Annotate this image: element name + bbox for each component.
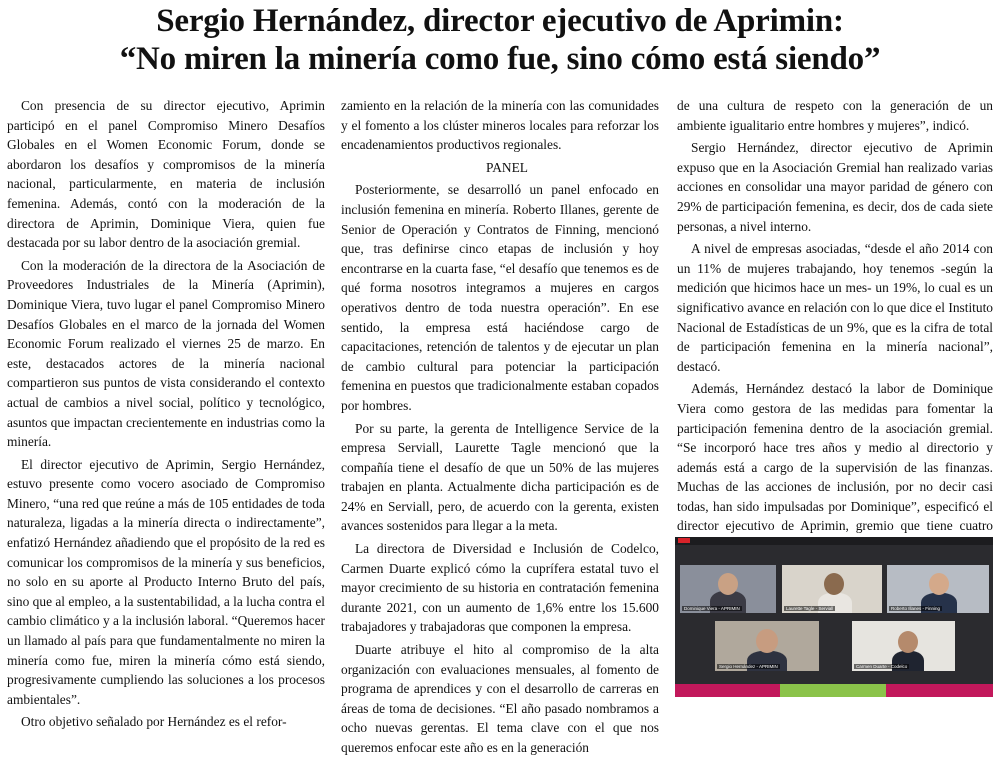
paragraph: Sergio Hernández, director ejecutivo de Aprimin expuso que en la Asociación Gremial han realizado varias acciones en consolidar una mayor paridad de género con 29% de participación femenina, es decir, dos de cada siete personas, a nivel interno. [677,140,993,234]
video-call-top-bar [675,537,993,545]
paragraph: Otro objetivo señalado por Hernández es el refor- [21,714,287,730]
headline-line-2: “No miren la minería como fue, sino cómo está siendo” [119,41,881,77]
paragraph: Por su parte, la gerenta de Intelligence Service de la empresa Serviall, Laurette Tagle mencionó que la compañía tiene el desafío de que un 50% de las mujeres trabajen en planta. Actualmente dicha participación es de 24% en Serviall, pero, de acuerdo con la gerenta, existen avances sostenidos para llegar a la meta. [341,420,659,534]
participant-name: Carmen Duarte - Codelco [856,664,908,669]
participant-tile [887,565,989,613]
paragraph: El director ejecutivo de Aprimin, Sergio Hernández, estuvo presente como vocero asociado de Compromiso Minero, “una red que reúne a más de 105 entidades de toda naturaleza, ligadas a la minería directa o indirectamente”, enfatizó Hernández añadiendo que el propósito de la red es comunicar los compromisos de la minería y sus beneficios, no solo en su aporte al Producto Interno Bruto del país, sino que al empleo, a la sustentabilidad, a la lucha contra el cambio climático y a la inclusión laboral. “Queremos hacer un llamado al país para que fundamentalmente no miren la minería como fue, miren la minería cómo está siendo, progresivamente cumpliendo las soluciones a los procesos ambientales”. [7,456,325,707]
video-call-photo [675,537,993,697]
participant-tile [782,565,882,613]
color-band [675,684,780,697]
paragraph: Con la moderación de la directora de la Asociación de Proveedores Industriales de la Minería (Aprimin), Dominique Viera, tuvo lugar el panel Compromiso Minero Desafíos Globales en el marco de la jornada del Women Economic Forum realizado el viernes 25 de marzo. En este, destacados actores de la minería nacional compartieron sus puntos de vista considerando el contexto actual de cambios a nivel social, político y tecnológico, asuntos que impactan crecientemente en industrias como la minería. [7,257,325,450]
participant-tile [715,621,819,671]
participant-name: Dominique Viera - APRIMIN [684,606,740,611]
color-band [886,684,993,697]
participant-name: Laurette Tagle - Serviall [786,606,834,611]
article-column-2 [341,96,659,761]
paragraph-continued: de una cultura de respeto con la generación de un ambiente igualitario entre hombres y mujeres”, indicó. [677,98,993,133]
color-band [780,684,886,697]
participant-tile [852,621,955,671]
paragraph-continued: zamiento en la relación de la minería con las comunidades y el fomento a los clúster mineros locales para reforzar los encadenamientos productivos regionales. [341,98,659,153]
paragraph: Duarte atribuye el hito al compromiso de la alta organización con evaluaciones mensuales, al fomento de programa de aprendices y con el desarrollo de carreras en áreas de toma de decisiones. “El año pasado nombramos a ocho nuevas gerentas. El tema clave con el que nos queremos enfocar este año es en la generación [341,642,659,755]
headline [0,2,1000,78]
paragraph: La directora de Diversidad e Inclusión de Codelco, Carmen Duarte explicó cómo la cuprífera estatal tuvo el mayor crecimiento de su historia en contratación femenina durante 2021, con un aumento de 1,6% entre los 15.600 trabajadores y trabajadoras que componen la empresa. [341,541,659,635]
participant-tile [680,565,776,613]
article-column-3 [677,96,993,578]
article-column-1 [7,96,325,735]
paragraph: A nivel de empresas asociadas, “desde el año 2014 con un 11% de mujeres trabajando, hoy tenemos -según la medición que hicimos hace un mes- un 19%, lo cual es un significativo avance en relación con lo que dice el Instituto Nacional de Estadísticas de un 9%, que es la cifra de total de participación femenina en la minería nacional”, destacó. [677,241,993,374]
participant-name: Roberto Illanes - Finning [891,606,941,611]
paragraph: Posteriormente, se desarrolló un panel enfocado en inclusión femenina en minería. Roberto Illanes, gerente de Senior de Operación y Contratos de Finning, mencionó que, tras definirse cinco etapas de inclusión y hoy encontrarse en la cuarta fase, “el desafío que tenemos es de qué forma nosotros integramos a mujeres en cargos operativos dentro de toda nuestra operación”. En ese sentido, la empresa está haciéndose cargo de capacitaciones, retención de talentos y de ejecutar un plan de cambio cultural para potenciar la participación femenina en puestos que tradicionalmente estaban copados por hombres. [341,182,659,413]
paragraph: Con presencia de su director ejecutivo, Aprimin participó en el panel Compromiso Minero Desafíos Globales en el Women Economic Forum, donde se abordaron los desafíos y compromisos de la minería nacional, particularmente, en materia de inclusión femenina. Además, contó con la moderación de la directora de Aprimin, Dominique Viera, quien fue destacada por su labor dentro de la asociación gremial. [7,98,325,251]
paragraph: Además, Hernández destacó la labor de Dominique Viera como gestora de las medidas para fomentar la participación femenina dentro de la asociación gremial. “Se incorporó hace tres años y medio al directorio y además está a cargo de la supervisión de las finanzas. Muchas de las acciones de inclusión, por no decir casi todas, han sido impulsadas por Dominique”, especificó el director ejecutivo de Aprimin, gremio que tiene cuatro [677,381,993,534]
section-subhead: PANEL [486,159,528,175]
participant-name: Sergio Hernández - APRIMIN [719,664,778,669]
record-indicator-icon [678,538,690,543]
headline-line-1: Sergio Hernández, director ejecutivo de Aprimin: [156,3,844,39]
